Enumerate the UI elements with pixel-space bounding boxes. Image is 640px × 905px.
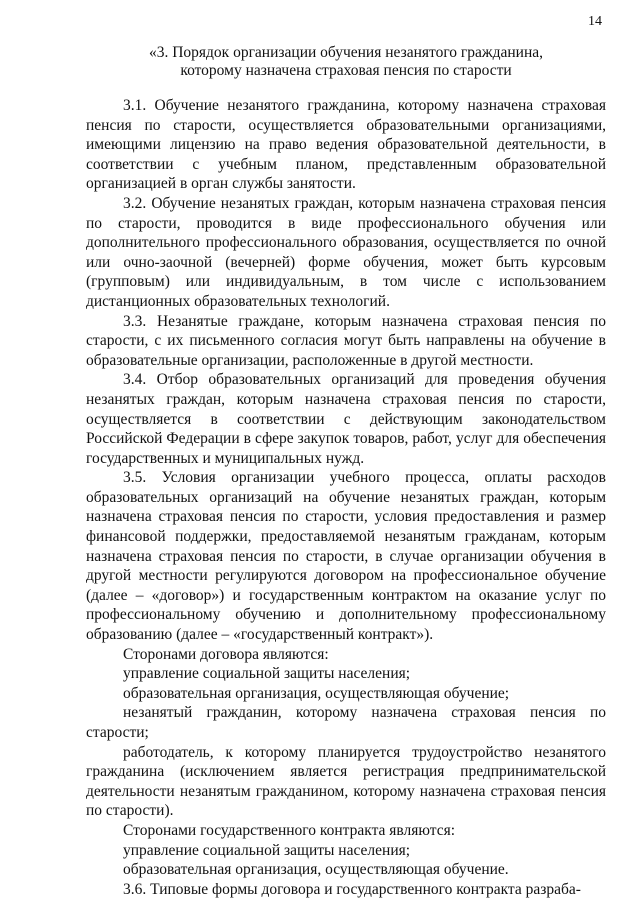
state-contract-party-item: образовательная организация, осуществляющая обучение. (123, 861, 509, 879)
paragraph-3-5: 3.5. Условия организации учебного процесса, оплаты расходов образовательных организаций на обучение незанятых граждан, которым назначена страховая пенсия по старости, условия предоставления и размер финансовой поддержки, предоставляемой незанятым гражданам, которым назначена страховая пенсия по старости, в случае организации обучения в другой местности регулируются договором на профессиональное обучение (далее – «договор») и государственным контрактом на оказание услуг по профессиональному обучению и дополнительному профессиональному образованию (далее – «государственный контракт»). (86, 469, 606, 644)
paragraph-3-3: 3.3. Незанятые граждане, которым назначена страховая пенсия по старости, с их письменного согласия могут быть направлены на обучение в образовательные организации, расположенные в другой местности. (86, 312, 606, 369)
paragraph-3-6: 3.6. Типовые формы договора и государственного контракта разраба- (123, 880, 581, 898)
paragraph-3-4: 3.4. Отбор образовательных организаций для проведения обучения незанятых граждан, которым назначена страховая пенсия по старости, осуществляется в соответствии с действующим законодательством Российской Федерации в сфере закупок товаров, работ, услуг для обеспечения государственных и муниципальных нужд. (86, 371, 606, 467)
paragraph-3-2: 3.2. Обучение незанятых граждан, которым назначена страховая пенсия по старости, проводится в виде профессионального обучения или дополнительного профессионального образования, осуществляется по очной или очно-заочной (вечерней) форме обучения, может быть курсовым (групповым) или индивидуальным, в том числе с использованием дистанционных образовательных технологий. (86, 194, 606, 310)
document-body (86, 96, 606, 899)
state-contract-parties-heading: Сторонами государственного контракта являются: (123, 821, 456, 839)
page-number: 14 (588, 14, 602, 29)
section-heading (86, 44, 606, 80)
state-contract-party-item: управление социальной защиты населения; (123, 841, 411, 859)
contract-parties-heading: Сторонами договора являются: (123, 645, 329, 663)
section-heading-line-2: которому назначена страховая пенсия по старости (180, 62, 512, 79)
contract-party-item: работодатель, к которому планируется трудоустройство незанятого гражданина (исключением является регистрация предпринимательской деятельности незанятым гражданином, которому назначена страховая пенсия по старости). (86, 743, 606, 820)
section-heading-line-1: «3. Порядок организации обучения незанятого гражданина, (148, 44, 544, 61)
contract-party-item: управление социальной защиты населения; (123, 665, 411, 683)
paragraph-3-1: 3.1. Обучение незанятого гражданина, которому назначена страховая пенсия по старости, осуществляется образовательными организациями, имеющими лицензию на право ведения образовательной деятельности, в соответствии с учебным планом, представленным образовательной организацией в орган службы занятости. (86, 97, 606, 193)
contract-party-item: образовательная организация, осуществляющая обучение; (123, 684, 510, 702)
contract-party-item: незанятый гражданин, которому назначена страховая пенсия по старости; (86, 704, 606, 741)
